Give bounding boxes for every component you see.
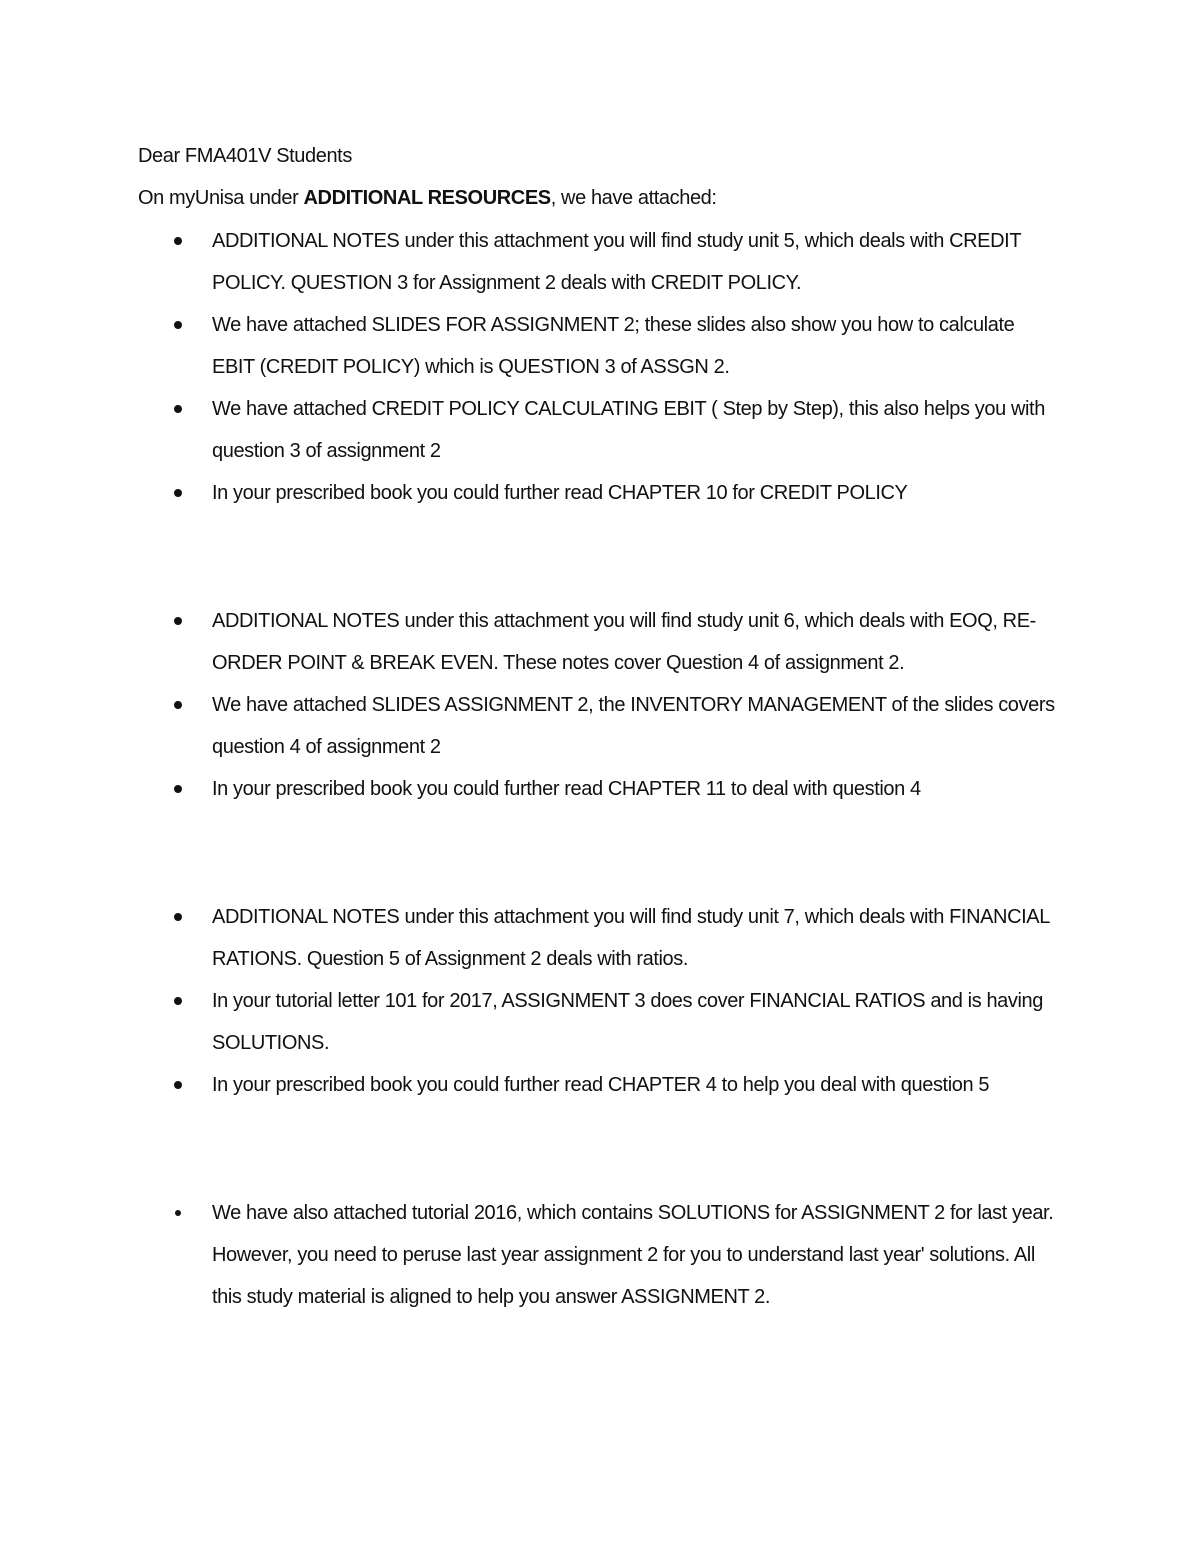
bullet-line: question 3 of assignment 2 [212,440,441,462]
bullet-line: RATIONS. Question 5 of Assignment 2 deals with ratios. [212,948,689,970]
bullet-line: this study material is aligned to help you answer ASSIGNMENT 2. [212,1286,771,1308]
bullet-item [212,684,1092,768]
bullet-item [212,220,1092,304]
intro-suffix: , we have attached: [550,187,717,209]
bullet-icon [174,997,182,1005]
greeting: Dear FMA401V Students [138,145,352,167]
bullet-item [212,304,1092,388]
bullet-icon [174,321,182,329]
bullet-line: ORDER POINT & BREAK EVEN. These notes cover Question 4 of assignment 2. [212,652,905,674]
intro-prefix: On myUnisa under [138,187,304,209]
bullet-line: ADDITIONAL NOTES under this attachment you will find study unit 5, which deals with CREDIT [212,230,1022,252]
bullet-line: In your prescribed book you could further read CHAPTER 10 for CREDIT POLICY [212,482,908,504]
bullet-line: We have attached CREDIT POLICY CALCULATING EBIT ( Step by Step), this also helps you with [212,398,1045,420]
bullet-item [212,1192,1092,1318]
bullet-item [212,1064,1092,1106]
bullet-icon [174,617,182,625]
bullet-line: SOLUTIONS. [212,1032,330,1054]
intro-line [138,186,717,210]
intro-bold: ADDITIONAL RESOURCES [303,187,551,209]
bullet-icon [174,237,182,245]
bullet-icon [174,1081,182,1089]
bullet-line: POLICY. QUESTION 3 for Assignment 2 deals with CREDIT POLICY. [212,272,802,294]
bullet-icon [174,913,182,921]
bullet-line: In your prescribed book you could further read CHAPTER 4 to help you deal with question 5 [212,1074,990,1096]
bullet-line: In your prescribed book you could further read CHAPTER 11 to deal with question 4 [212,778,921,800]
bullet-icon [174,405,182,413]
bullet-item [212,472,1092,514]
bullet-icon [175,1210,181,1216]
bullet-icon [174,701,182,709]
bullet-line: EBIT (CREDIT POLICY) which is QUESTION 3 of ASSGN 2. [212,356,730,378]
bullet-line: In your tutorial letter 101 for 2017, ASSIGNMENT 3 does cover FINANCIAL RATIOS and is having [212,990,1043,1012]
bullet-line: However, you need to peruse last year assignment 2 for you to understand last year' solutions. All [212,1244,1035,1266]
bullet-line: We have attached SLIDES FOR ASSIGNMENT 2; these slides also show you how to calculate [212,314,1015,336]
bullet-line: question 4 of assignment 2 [212,736,441,758]
bullet-icon [174,489,182,497]
bullet-item [212,768,1092,810]
bullet-line: We have also attached tutorial 2016, which contains SOLUTIONS for ASSIGNMENT 2 for last year. [212,1202,1054,1224]
bullet-line: ADDITIONAL NOTES under this attachment you will find study unit 7, which deals with FINANCIAL [212,906,1050,928]
bullet-item [212,388,1092,472]
bullet-item [212,980,1092,1064]
bullet-icon [174,785,182,793]
bullet-line: We have attached SLIDES ASSIGNMENT 2, the INVENTORY MANAGEMENT of the slides covers [212,694,1055,716]
bullet-item [212,896,1092,980]
bullet-item [212,600,1092,684]
bullet-line: ADDITIONAL NOTES under this attachment you will find study unit 6, which deals with EOQ, RE- [212,610,1036,632]
